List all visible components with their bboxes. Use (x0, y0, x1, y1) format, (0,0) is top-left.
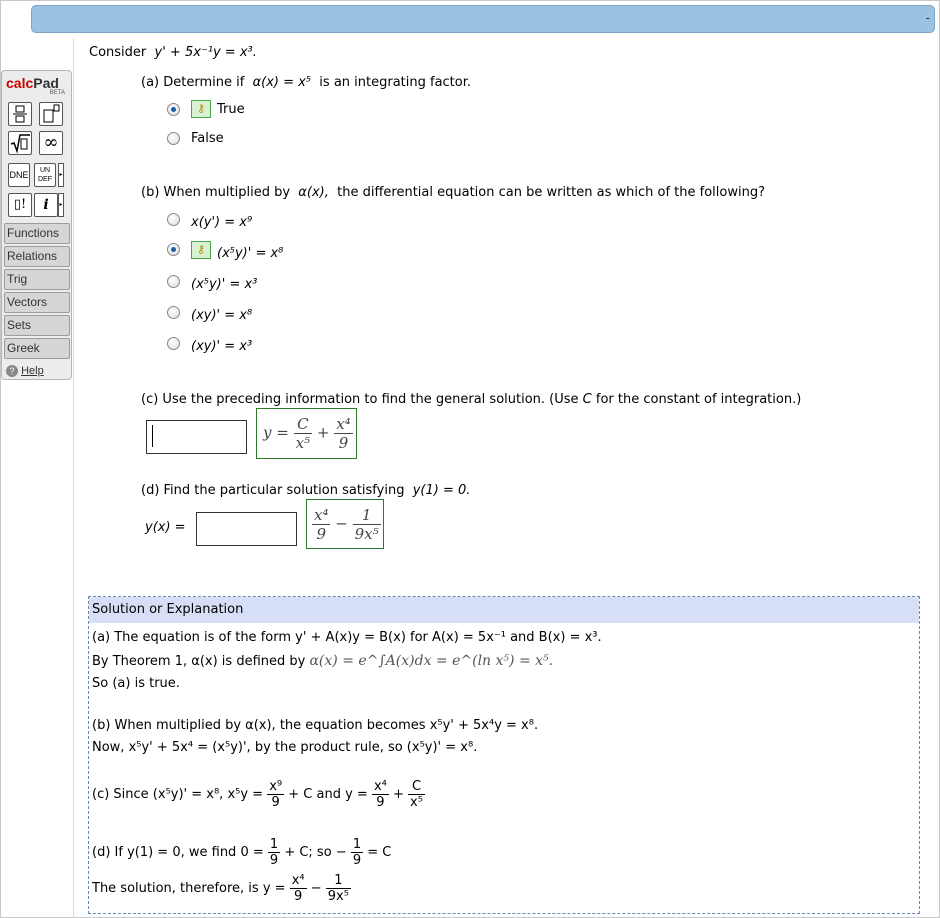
solution-a-line3: So (a) is true. (92, 676, 180, 691)
radio-b-2[interactable] (167, 243, 180, 256)
solution-header: Solution or Explanation (89, 597, 919, 623)
radio-b-4[interactable] (167, 306, 180, 319)
menu-greek[interactable]: Greek (4, 338, 70, 359)
exponent-icon[interactable] (39, 102, 63, 126)
radio-b-1[interactable] (167, 213, 180, 226)
menu-trig[interactable]: Trig (4, 269, 70, 290)
undef-button[interactable]: UN DEF (34, 163, 56, 187)
option-a-true: True (217, 102, 245, 117)
solution-a-line1: (a) The equation is of the form y' + A(x)y = B(x) for A(x) = 5x⁻¹ and B(x) = x³. (92, 630, 602, 645)
part-a-prompt: (a) Determine if α(x) = x⁵ is an integrating factor. (141, 75, 472, 90)
sqrt-icon[interactable] (8, 131, 32, 155)
calcpad-logo: calcPad (6, 75, 59, 91)
option-b-1: x(y') = x⁹ (191, 215, 253, 230)
text-caret (152, 425, 153, 447)
info-icon[interactable]: i (34, 193, 58, 217)
calcpad-panel (1, 70, 72, 380)
option-b-4: (xy)' = x⁸ (191, 308, 253, 323)
radio-b-5[interactable] (167, 337, 180, 350)
particular-solution-label: y(x) = (145, 520, 186, 535)
part-c-prompt: (c) Use the preceding information to find the general solution. (Use C for the constant of integration.) (141, 392, 802, 407)
header-bar (31, 5, 935, 33)
chevron-right-icon[interactable]: ▸ (58, 193, 64, 217)
radio-a-true[interactable] (167, 103, 180, 116)
part-b-prompt: (b) When multiplied by α(x), the differential equation can be written as which of the following? (141, 185, 765, 200)
radio-b-3[interactable] (167, 275, 180, 288)
infinity-icon[interactable]: ∞ (39, 131, 63, 155)
particular-solution-answer: $\frac{\text{x⁴}}{9}$ − $\frac{1}{\text{9x⁵}}$ (306, 499, 384, 549)
solution-c-line: (c) Since (x⁵y)' = x⁸, x⁵y = $\frac{\text{x⁹}}{9}$ + C and y = $\frac{\text{x⁴}}{9}$ + $\frac{C}{\text{x⁵}}$ (92, 779, 423, 810)
fraction-icon[interactable] (8, 102, 32, 126)
question-intro: Consider y' + 5x⁻¹y = x³. (89, 45, 257, 60)
option-a-false: False (191, 131, 224, 146)
general-solution-answer: y = $\frac{C}{\text{x⁵}}$ + $\frac{\text{x⁴}}{9}$ (256, 408, 357, 459)
particular-solution-input[interactable] (196, 512, 297, 546)
header-dash: - (925, 11, 930, 25)
question-equation: y' + 5x⁻¹y = x³. (154, 45, 257, 60)
dne-button[interactable]: DNE (8, 163, 30, 187)
solution-b-line1: (b) When multiplied by α(x), the equation becomes x⁵y' + 5x⁴y = x⁸. (92, 718, 539, 733)
solution-a-line2: By Theorem 1, α(x) is defined by α(x) = e^∫A(x)dx = e^(ln x⁵) = x⁵. (92, 653, 554, 669)
factorial-icon[interactable]: ▯! (8, 193, 32, 217)
menu-relations[interactable]: Relations (4, 246, 70, 267)
option-b-5: (xy)' = x³ (191, 339, 253, 354)
help-link[interactable]: ? Help (6, 365, 44, 377)
help-icon: ? (6, 365, 18, 377)
solution-d-line: (d) If y(1) = 0, we find 0 = $\frac{1}{9}$ + C; so − $\frac{1}{9}$ = C (92, 837, 392, 868)
solution-b-line2: Now, x⁵y' + 5x⁴ = (x⁵y)', by the product rule, so (x⁵y)' = x⁸. (92, 740, 478, 755)
solution-panel (88, 596, 920, 914)
content-divider (73, 38, 74, 918)
menu-functions[interactable]: Functions (4, 223, 70, 244)
key-icon: ⚷ (191, 100, 211, 118)
general-solution-input[interactable] (146, 420, 247, 454)
option-b-3: (x⁵y)' = x³ (191, 277, 258, 292)
chevron-right-icon[interactable]: ▸ (58, 163, 64, 187)
part-d-prompt: (d) Find the particular solution satisfying y(1) = 0. (141, 483, 471, 498)
key-icon: ⚷ (191, 241, 211, 259)
menu-sets[interactable]: Sets (4, 315, 70, 336)
radio-a-false[interactable] (167, 132, 180, 145)
option-b-2: (x⁵y)' = x⁸ (217, 246, 284, 261)
solution-final-line: The solution, therefore, is y = $\frac{\text{x⁴}}{9}$ − $\frac{1}{\text{9x⁵}}$ (92, 873, 349, 904)
menu-vectors[interactable]: Vectors (4, 292, 70, 313)
calcpad-beta-label: BETA (49, 90, 65, 96)
